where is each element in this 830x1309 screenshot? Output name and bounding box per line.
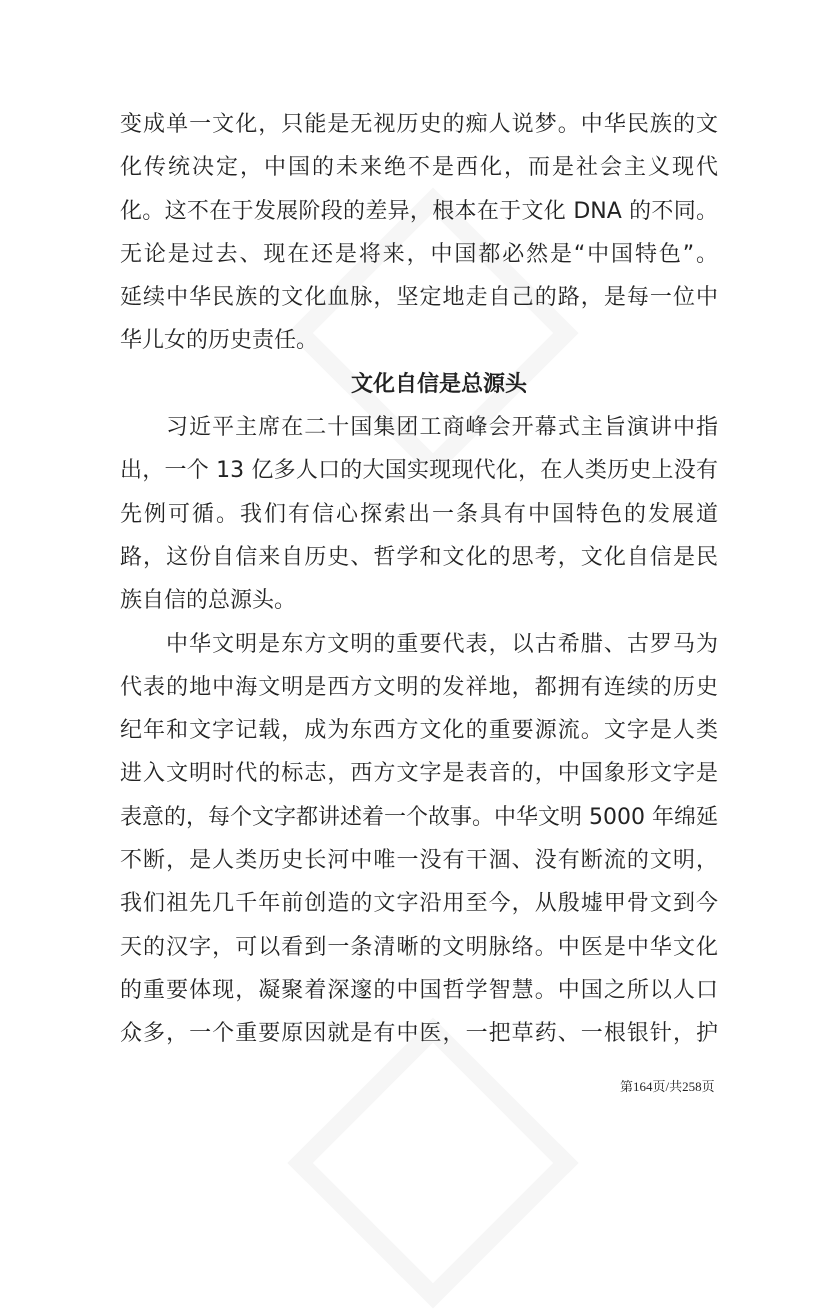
text-line: 出，一个 13 亿多人口的大国实现现代化，在人类历史上没有: [120, 458, 718, 484]
text-line: 华儿女的历史责任。: [120, 328, 319, 354]
text-line: 化。这不在于发展阶段的差异，根本在于文化 DNA 的不同。: [120, 198, 718, 224]
text-line: 表意的，每个文字都讲述着一个故事。中华文明 5000 年绵延: [120, 804, 718, 830]
text-line: 先例可循。我们有信心探索出一条具有中国特色的发展道: [120, 501, 718, 527]
text-line: 代表的地中海文明是西方文明的发祥地，都拥有连续的历史: [120, 674, 718, 700]
text-line: 不断，是人类历史长河中唯一没有干涸、没有断流的文明，: [120, 848, 718, 874]
paragraph-2: [120, 406, 718, 622]
text-line: 变成单一文化，只能是无视历史的痴人说梦。中华民族的文: [120, 112, 718, 137]
text-line: 纪年和文字记载，成为东西方文化的重要源流。文字是人类: [120, 718, 718, 744]
text-line: 进入文明时代的标志，西方文字是表音的，中国象形文字是: [120, 761, 718, 787]
paragraph-1: [120, 103, 718, 363]
text-line: 延续中华民族的文化血脉，坚定地走自己的路，是每一位中: [120, 285, 718, 311]
text-line: 路，这份自信来自历史、哲学和文化的思考，文化自信是民: [120, 544, 718, 570]
text-line: 众多，一个重要原因就是有中医，一把草药、一根银针，护: [120, 1021, 718, 1047]
paragraph-3: [120, 623, 718, 1056]
text-line: 我们祖先几千年前创造的文字沿用至今，从殷墟甲骨文到今: [120, 891, 718, 917]
watermark-shape: [287, 1017, 578, 1308]
text-line: 天的汉字，可以看到一条清晰的文明脉络。中医是中华文化: [120, 934, 718, 960]
text-line: 族自信的总源头。: [120, 588, 297, 614]
text-line: 无论是过去、现在还是将来，中国都必然是“中国特色”。: [120, 241, 718, 267]
text-line: 习近平主席在二十国集团工商峰会开幕式主旨演讲中指: [166, 415, 718, 441]
section-heading: 文化自信是总源头: [350, 371, 527, 397]
document-body: [120, 103, 718, 1056]
page-number: 第164页/共258页: [620, 1079, 715, 1094]
text-line: 的重要体现，凝聚着深邃的中国哲学智慧。中国之所以人口: [120, 977, 718, 1003]
text-line: 中华文明是东方文明的重要代表，以古希腊、古罗马为: [166, 631, 718, 657]
text-line: 化传统决定，中国的未来绝不是西化，而是社会主义现代: [120, 155, 718, 181]
